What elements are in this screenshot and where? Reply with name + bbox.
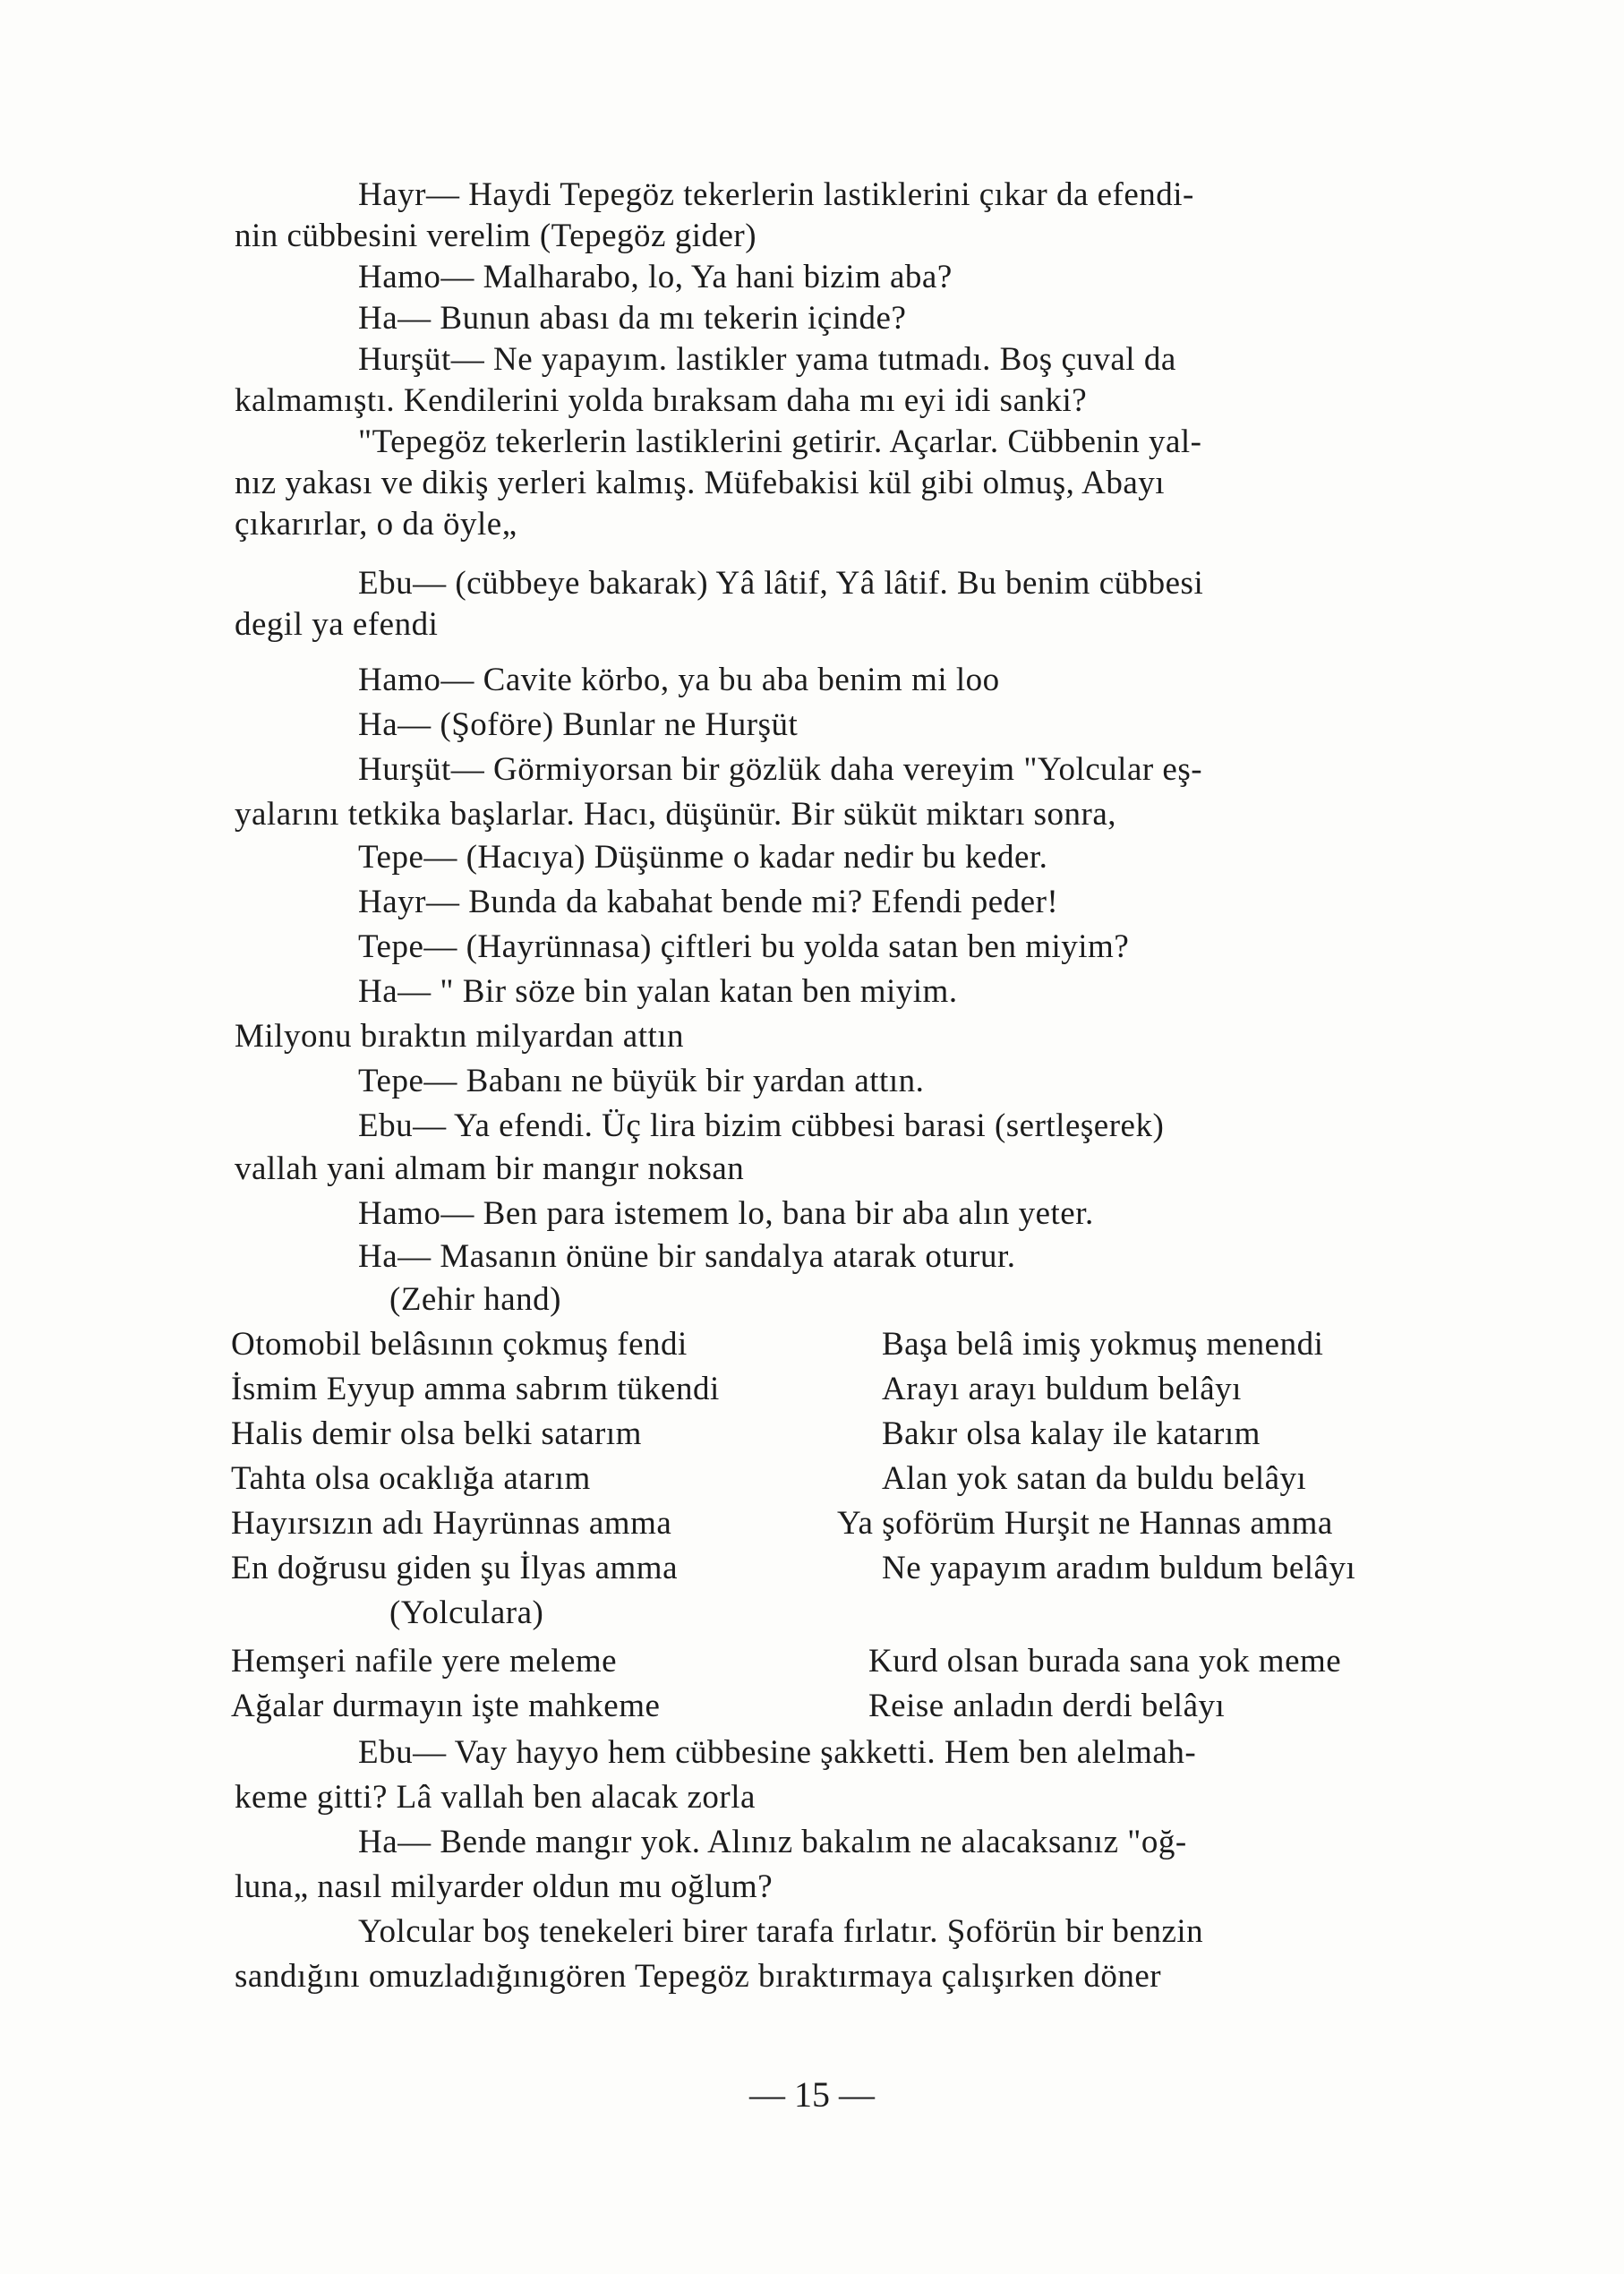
- text-line: keme gitti? Lâ vallah ben alacak zorla: [235, 1779, 756, 1816]
- poem-line: Ya şoförüm Hurşit ne Hannas amma: [837, 1505, 1333, 1542]
- text-line: Hamo— Ben para istemem lo, bana bir aba alın yeter.: [358, 1195, 1094, 1232]
- text-line: vallah yani almam bir mangır noksan: [235, 1150, 745, 1187]
- poem-line: Tahta olsa ocaklığa atarım: [231, 1460, 591, 1497]
- text-line: Ha— Bende mangır yok. Alınız bakalım ne alacaksanız "oğ-: [358, 1824, 1187, 1860]
- stage-direction: (Yolculara): [389, 1594, 544, 1631]
- poem-line: Bakır olsa kalay ile katarım: [882, 1415, 1261, 1452]
- poem-line: Ne yapayım aradım buldum belâyı: [882, 1550, 1356, 1586]
- poem-line: Kurd olsan burada sana yok meme: [868, 1643, 1342, 1680]
- poem-line: İsmim Eyyup amma sabrım tükendi: [231, 1371, 720, 1407]
- text-line: Ebu— (cübbeye bakarak) Yâ lâtif, Yâ lâtif. Bu benim cübbesi: [358, 565, 1204, 602]
- text-line: degil ya efendi: [235, 606, 439, 643]
- page-number: — 15 —: [749, 2074, 875, 2115]
- text-line: Hurşüt— Ne yapayım. lastikler yama tutmadı. Boş çuval da: [358, 341, 1176, 378]
- poem-line: Otomobil belâsının çokmuş fendi: [231, 1326, 688, 1363]
- poem-line: Hemşeri nafile yere meleme: [231, 1643, 618, 1680]
- poem-line: En doğrusu giden şu İlyas amma: [231, 1550, 678, 1586]
- text-line: Ebu— Ya efendi. Üç lira bizim cübbesi barasi (sertleşerek): [358, 1107, 1165, 1144]
- poem-line: Arayı arayı buldum belâyı: [882, 1371, 1242, 1407]
- text-line: Hurşüt— Görmiyorsan bir gözlük daha vereyim "Yolcular eş-: [358, 751, 1203, 788]
- text-line: Hamo— Cavite körbo, ya bu aba benim mi loo: [358, 662, 1000, 698]
- stage-direction: (Zehir hand): [389, 1281, 561, 1318]
- poem-line: Hayırsızın adı Hayrünnas amma: [231, 1505, 672, 1542]
- text-line: Ha— Bunun abası da mı tekerin içinde?: [358, 300, 907, 337]
- text-line: Ha— (Şoföre) Bunlar ne Hurşüt: [358, 706, 799, 743]
- text-line: sandığını omuzladığınıgören Tepegöz bıraktırmaya çalışırken döner: [235, 1958, 1162, 1995]
- text-line: Milyonu bıraktın milyardan attın: [235, 1018, 685, 1055]
- text-line: nin cübbesini verelim (Tepegöz gider): [235, 218, 757, 254]
- text-line: Yolcular boş tenekeleri birer tarafa fırlatır. Şoförün bir benzin: [358, 1913, 1204, 1950]
- poem-line: Başa belâ imiş yokmuş menendi: [882, 1326, 1324, 1363]
- text-line: Ha— " Bir söze bin yalan katan ben miyim.: [358, 973, 958, 1010]
- text-line: Hayr— Haydi Tepegöz tekerlerin lastiklerini çıkar da efendi-: [358, 176, 1194, 213]
- text-line: çıkarırlar, o da öyle„: [235, 506, 517, 543]
- text-line: yalarını tetkika başlarlar. Hacı, düşünür. Bir süküt miktarı sonra,: [235, 796, 1117, 833]
- text-line: "Tepegöz tekerlerin lastiklerini getirir. Açarlar. Cübbenin yal-: [358, 423, 1202, 460]
- text-line: nız yakası ve dikiş yerleri kalmış. Müfebakisi kül gibi olmuş, Abayı: [235, 465, 1166, 501]
- poem-line: Ağalar durmayın işte mahkeme: [231, 1688, 661, 1724]
- text-line: Hayr— Bunda da kabahat bende mi? Efendi peder!: [358, 884, 1059, 920]
- poem-line: Reise anladın derdi belâyı: [868, 1688, 1226, 1724]
- text-line: Ha— Masanın önüne bir sandalya atarak oturur.: [358, 1238, 1016, 1275]
- text-line: Tepe— Babanı ne büyük bir yardan attın.: [358, 1063, 925, 1099]
- poem-line: Halis demir olsa belki satarım: [231, 1415, 642, 1452]
- text-line: Tepe— (Hayrünnasa) çiftleri bu yolda satan ben miyim?: [358, 928, 1130, 965]
- text-line: Hamo— Malharabo, lo, Ya hani bizim aba?: [358, 259, 953, 295]
- text-line: luna„ nasıl milyarder oldun mu oğlum?: [235, 1868, 774, 1905]
- poem-line: Alan yok satan da buldu belâyı: [882, 1460, 1307, 1497]
- text-line: Tepe— (Hacıya) Düşünme o kadar nedir bu keder.: [358, 839, 1048, 876]
- text-line: Ebu— Vay hayyo hem cübbesine şakketti. Hem ben alelmah-: [358, 1734, 1197, 1771]
- text-line: kalmamıştı. Kendilerini yolda bıraksam daha mı eyi idi sanki?: [235, 382, 1088, 419]
